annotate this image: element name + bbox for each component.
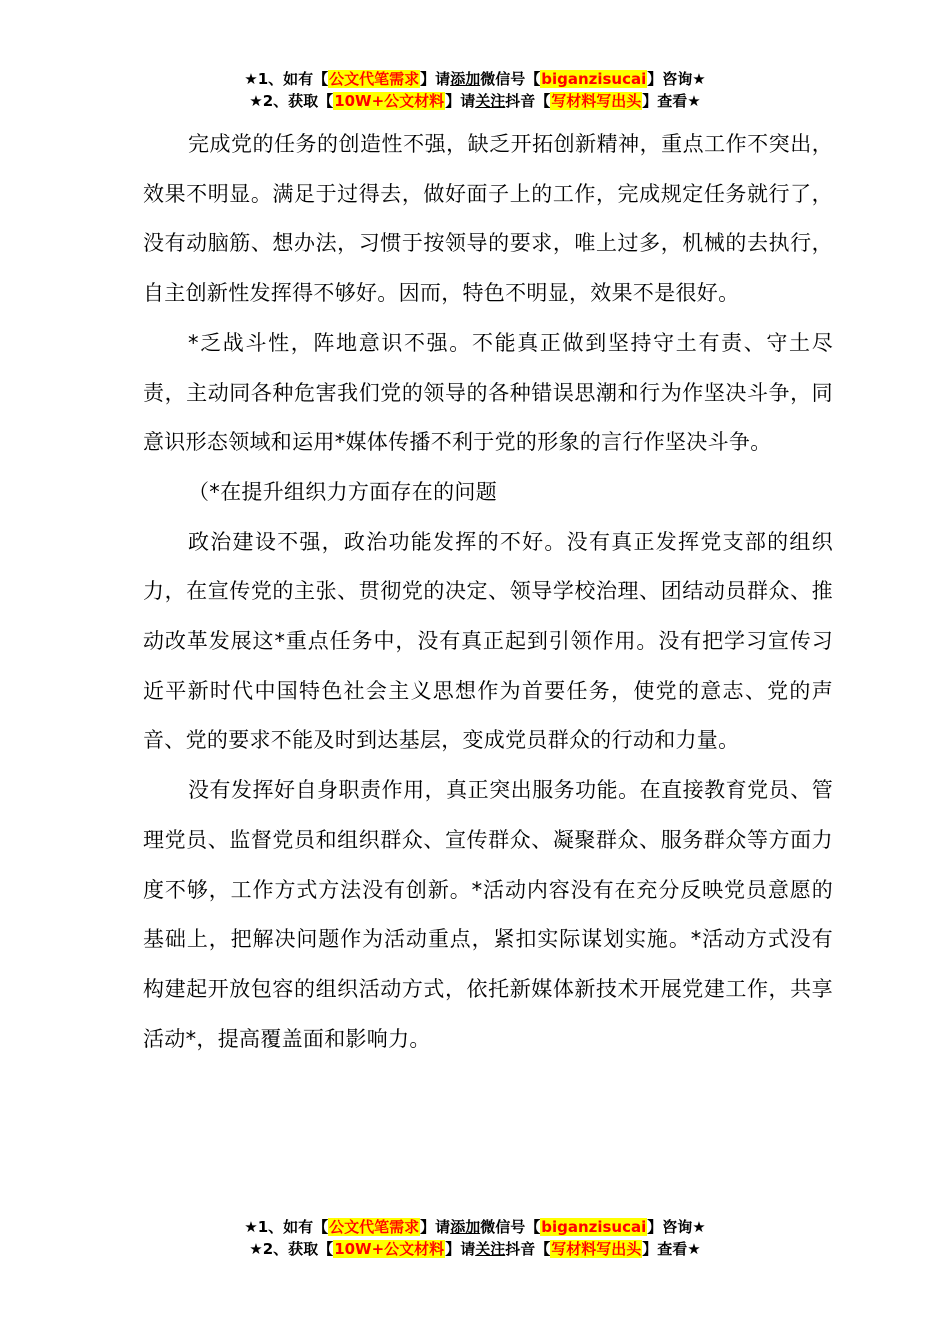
document-body — [143, 120, 833, 1064]
banner-underline: 添加 — [450, 1218, 481, 1236]
banner-highlight: biganzisucai — [541, 1218, 647, 1236]
banner-text: 】咨询★ — [647, 70, 706, 88]
banner-text: 】请 — [420, 1218, 451, 1236]
top-banner — [0, 68, 950, 112]
banner-text: ★1、如有【 — [244, 1218, 329, 1236]
banner-highlight: 写材料写出头 — [551, 1240, 642, 1258]
banner-text: 】请 — [420, 70, 451, 88]
paragraph: 没有发挥好自身职责作用，真正突出服务功能。在直接教育党员、管理党员、监督党员和组织群众、宣传群众、凝聚群众、服务群众等方面力度不够，工作方式方法没有创新。*活动内容没有在充分反映党员意愿的基础上，把解决问题作为活动重点，紧扣实际谋划实施。*活动方式没有构建起开放包容的组织活动方式，依托新媒体新技术开展党建工作，共享活动*，提高覆盖面和影响力。 — [143, 778, 833, 1051]
banner-line-2 — [0, 1238, 950, 1260]
paragraph: 完成党的任务的创造性不强，缺乏开拓创新精神，重点工作不突出，效果不明显。满足于过得去，做好面子上的工作，完成规定任务就行了，没有动脑筋、想办法，习惯于按领导的要求，唯上过多，机械的去执行，自主创新性发挥得不够好。因而，特色不明显，效果不是很好。 — [143, 132, 833, 306]
banner-underline: 添加 — [450, 70, 481, 88]
paragraph: 政治建设不强，政治功能发挥的不好。没有真正发挥党支部的组织力，在宣传党的主张、贯彻党的决定、领导学校治理、团结动员群众、推动改革发展这*重点任务中，没有真正起到引领作用。没有把学习宣传习近平新时代中国特色社会主义思想作为首要任务，使党的意志、党的声音、党的要求不能及时到达基层，变成党员群众的行动和力量。 — [143, 529, 833, 753]
paragraph: *乏战斗性，阵地意识不强。不能真正做到坚持守土有责、守土尽责，主动同各种危害我们党的领导的各种错误思潮和行为作坚决斗争，同意识形态领域和运用*媒体传播不利于党的形象的言行作坚决斗争。 — [143, 330, 833, 455]
banner-line-1 — [0, 1216, 950, 1238]
banner-highlight: biganzisucai — [541, 70, 647, 88]
banner-highlight: 公文代笔需求 — [329, 1218, 420, 1236]
bottom-banner — [0, 1216, 950, 1260]
banner-highlight: 写材料写出头 — [551, 92, 642, 110]
banner-text: 】请 — [445, 92, 476, 110]
banner-highlight: 10W+公文材料 — [334, 1240, 445, 1258]
banner-text: 抖音【 — [505, 1240, 551, 1258]
banner-line-2 — [0, 90, 950, 112]
section-heading: （*在提升组织力方面存在的问题 — [188, 479, 497, 504]
banner-text: 微信号【 — [480, 70, 541, 88]
banner-text: 】请 — [445, 1240, 476, 1258]
banner-underline: 关注 — [475, 1240, 506, 1258]
banner-underline: 关注 — [475, 92, 506, 110]
banner-text: ★2、获取【 — [249, 92, 334, 110]
banner-text: 】咨询★ — [647, 1218, 706, 1236]
banner-text: 】查看★ — [642, 92, 701, 110]
banner-text: 】查看★ — [642, 1240, 701, 1258]
banner-highlight: 公文代笔需求 — [329, 70, 420, 88]
banner-text: ★1、如有【 — [244, 70, 329, 88]
banner-text: 微信号【 — [480, 1218, 541, 1236]
banner-line-1 — [0, 68, 950, 90]
banner-text: 抖音【 — [505, 92, 551, 110]
banner-text: ★2、获取【 — [249, 1240, 334, 1258]
banner-highlight: 10W+公文材料 — [334, 92, 445, 110]
